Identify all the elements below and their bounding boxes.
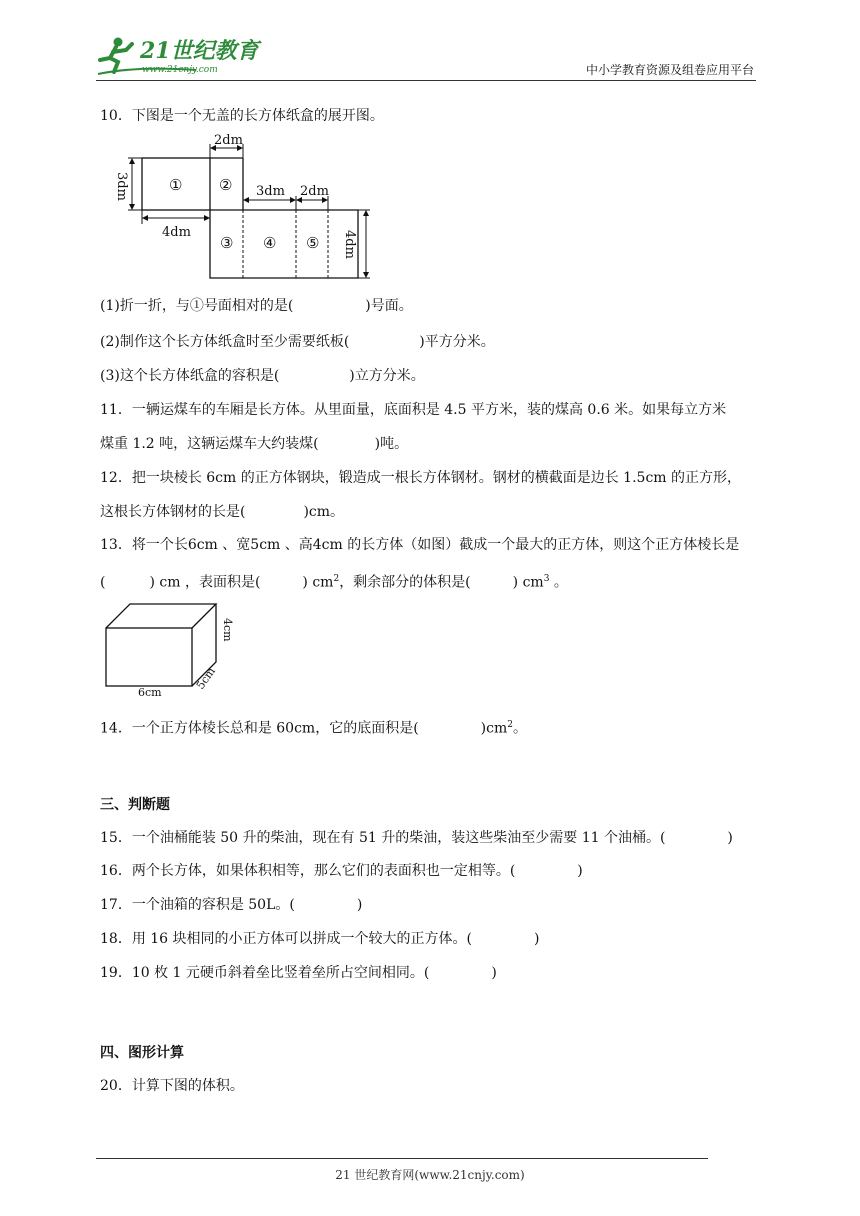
q10-part1-text: (1)折一折，与①号面相对的是(: [100, 298, 294, 314]
q10-part3: [100, 366, 425, 386]
q10-part2-text-end: )平方分米。: [419, 334, 495, 350]
section-4-title: 四、图形计算: [100, 1045, 184, 1061]
face-5-label: ⑤: [306, 234, 320, 252]
q12-line1: 12．把一块棱长 6cm 的正方体钢块，锻造成一根长方体钢材。钢材的横截面是边长 1.5cm 的正方形，: [100, 470, 742, 486]
q17-line: [100, 895, 362, 915]
superscript: 3: [543, 574, 550, 584]
q18-line: [100, 929, 539, 949]
q16-text-end: ): [577, 863, 583, 879]
q12-text: 这根长方体钢材的长是(: [100, 504, 246, 520]
q14-text-end: 。: [512, 720, 527, 737]
site-name: 中小学教育资源及组卷应用平台: [585, 63, 754, 77]
page-footer: 21 世纪教育网(www.21cnjy.com): [335, 1168, 525, 1182]
logo-text: 21世纪教育: [140, 38, 259, 64]
q13-line2: [100, 569, 568, 593]
q13-text: ) cm: [512, 574, 544, 591]
q13-text: ) cm: [302, 574, 334, 591]
q10-part3-text: (3)这个长方体纸盒的容积是(: [100, 368, 280, 384]
q19-text-end: ): [491, 965, 497, 981]
dim-label: 3dm: [256, 184, 285, 199]
q19-text: 19．10 枚 1 元硬币斜着垒比竖着垒所占空间相同。(: [100, 965, 430, 981]
q10-part1: [100, 296, 413, 316]
site-logo: [96, 36, 266, 80]
q16-line: [100, 861, 583, 881]
face-2-label: ②: [219, 176, 233, 194]
page-header: [96, 36, 756, 81]
q18-text: 18．用 16 块相同的小正方体可以拼成一个较大的正方体。(: [100, 931, 472, 947]
q12-text-end: )cm。: [303, 504, 345, 520]
q14-text: 14．一个正方体棱长总和是 60cm，它的底面积是(: [100, 720, 419, 737]
dim-label: 2dm: [214, 134, 243, 148]
superscript: 2: [507, 720, 513, 730]
runner-logo-icon: [96, 36, 266, 76]
q10-part1-text-end: )号面。: [365, 298, 413, 314]
q15-line: [100, 828, 733, 848]
length-label: 6cm: [138, 686, 162, 699]
q10-part2-text: (2)制作这个长方体纸盒时至少需要纸板(: [100, 334, 350, 350]
logo-url: www.21cnjy.com: [142, 65, 218, 75]
q10-stem: 10．下图是一个无盖的长方体纸盒的展开图。: [100, 108, 384, 124]
dim-label: 4dm: [162, 225, 191, 240]
q17-text-end: ): [356, 897, 363, 913]
face-3-label: ③: [220, 234, 234, 252]
q17-text: 17．一个油箱的容积是 50L。(: [100, 897, 295, 913]
q13-cuboid-figure: [100, 600, 240, 700]
height-label: 4cm: [221, 618, 234, 642]
q14-line: [100, 715, 527, 739]
q12-line2: [100, 502, 344, 522]
q13-text: ) cm ，表面积是(: [149, 574, 261, 591]
q20-stem: 20．计算下图的体积。: [100, 1078, 244, 1094]
q18-text-end: ): [534, 931, 540, 947]
q13-line1: 13．将一个长6cm 、宽5cm 、高4cm 的长方体（如图）截成一个最大的正方体，则这个正方体棱长是: [100, 537, 740, 553]
q13-text: (: [100, 574, 106, 591]
dim-label: 2dm: [300, 184, 329, 199]
section-3-title: 三、判断题: [100, 797, 170, 813]
q13-text: 。: [549, 574, 568, 591]
q15-text-end: ): [727, 830, 733, 846]
dim-label: 4dm: [342, 230, 357, 259]
q14-text: )cm: [480, 720, 508, 737]
footer-divider: [96, 1158, 708, 1159]
face-4-label: ④: [263, 234, 277, 252]
q13-text: ，剩余部分的体积是(: [339, 574, 471, 591]
q11-text-end: )吨。: [374, 436, 409, 452]
q10-net-figure: [110, 134, 370, 284]
q11-text: 煤重 1.2 吨，这辆运煤车大约装煤(: [100, 436, 319, 452]
q15-text: 15．一个油桶能装 50 升的柴油，现在有 51 升的柴油，装这些柴油至少需要 11 个油桶。(: [100, 830, 666, 846]
dim-label: 3dm: [114, 172, 129, 201]
q11-line2: [100, 434, 408, 454]
q19-line: [100, 963, 497, 983]
q10-part2: [100, 332, 495, 352]
face-1-label: ①: [169, 176, 183, 194]
q16-text: 16．两个长方体，如果体积相等，那么它们的表面积也一定相等。(: [100, 863, 516, 879]
superscript: 2: [333, 574, 340, 584]
q10-part3-text-end: )立方分米。: [349, 368, 425, 384]
width-label: 5cm: [193, 664, 218, 692]
q11-line1: 11．一辆运煤车的车厢是长方体。从里面量，底面积是 4.5 平方米，装的煤高 0.6 米。如果每立方米: [100, 402, 727, 418]
